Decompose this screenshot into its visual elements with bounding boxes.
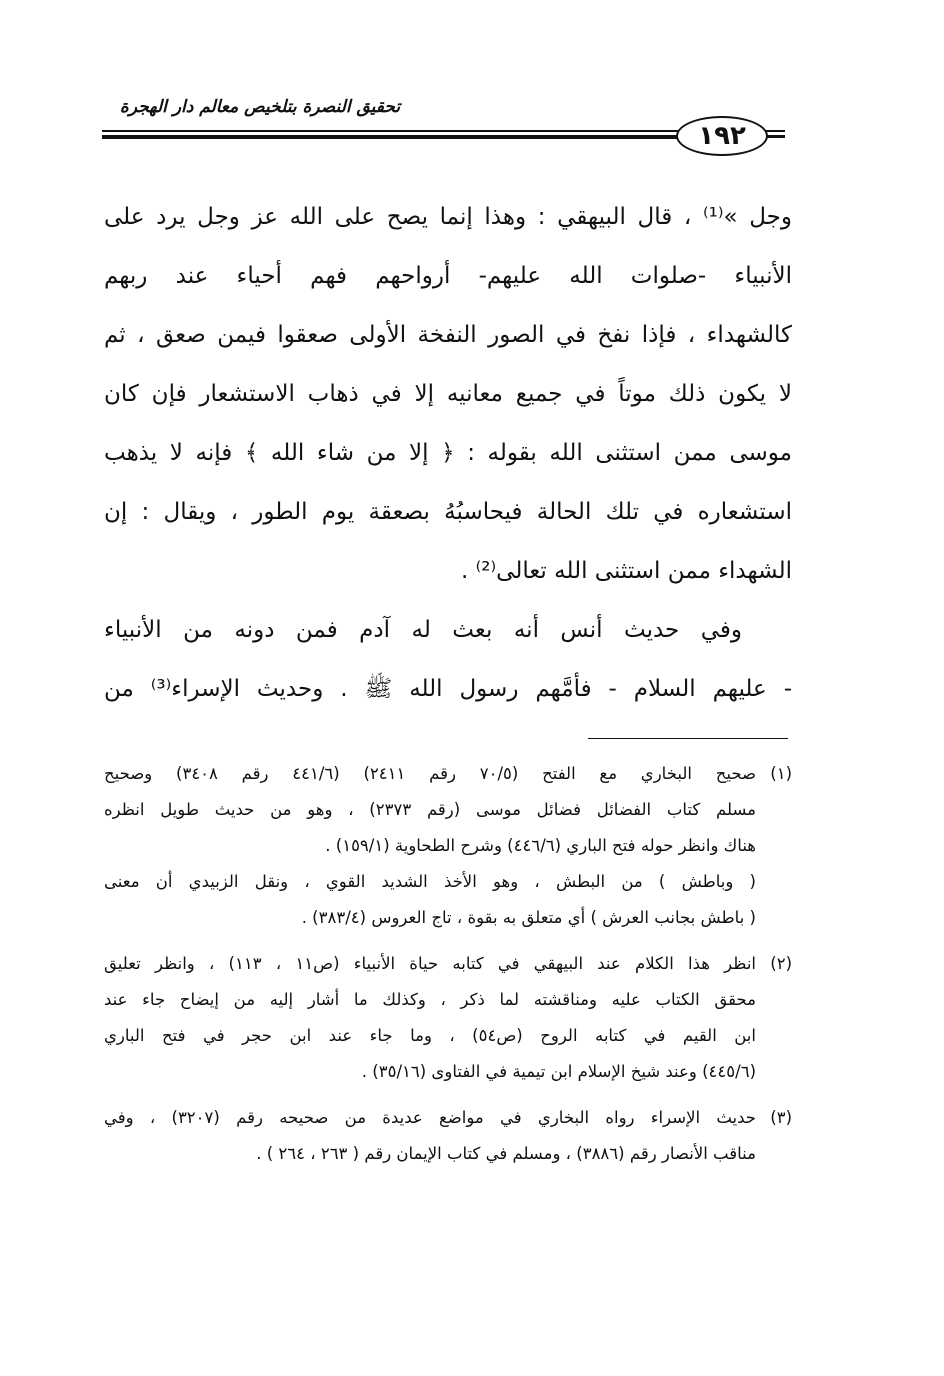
header-rule-right-top — [765, 130, 785, 132]
footnote-line: هناك وانظر حوله فتح الباري (٤٤٦/٦) وشرح الطحاوية (١٥٩/١) . — [325, 836, 756, 855]
header-rule-bottom — [102, 135, 684, 139]
running-title: تحقيق النصرة بتلخيص معالم دار الهجرة — [119, 97, 401, 117]
footnote-3 — [104, 1100, 792, 1172]
body-line: الشهداء ممن استثنى الله تعالى⁽²⁾ . — [460, 558, 792, 584]
page-number-text: ١٩٢ — [698, 121, 746, 151]
header-rule-right-bottom — [765, 135, 785, 138]
footnote-number: (١) — [770, 764, 792, 783]
footnote-line: مناقب الأنصار رقم (٣٨٨٦) ، ومسلم في كتاب الإيمان رقم ( ٢٦٣ ، ٢٦٤ ) . — [256, 1144, 756, 1163]
footnote-line: (٤٤٥/٦) وعند شيخ الإسلام ابن تيمية في الفتاوى (٣٥/١٦) . — [361, 1062, 756, 1081]
footnote-line: صحيح البخاري مع الفتح (٧٠/٥ رقم ٢٤١١) (٤٤١/٦ رقم ٣٤٠٨) وصحيح — [104, 764, 757, 783]
footnote-line: ( وباطش ) من البطش ، وهو الأخذ الشديد القوي ، ونقل الزبيدي أن معنى — [104, 872, 756, 891]
footnote-line: حديث الإسراء رواه البخاري في مواضع عديدة من صحيحه رقم (٣٢٠٧) ، وفي — [104, 1108, 756, 1127]
footnotes — [104, 756, 792, 1172]
footnote-line: مسلم كتاب الفضائل فضائل موسى (رقم ٢٣٧٣) ، وهو من حديث طويل انظره — [104, 800, 756, 819]
footnote-line: محقق الكتاب عليه ومناقشته لما ذكر ، وكذلك ما أشار إليه من إيضاح جاء عند — [104, 990, 756, 1009]
body-line: وجل »⁽¹⁾ ، قال البيهقي : وهذا إنما يصح على الله عز وجل يرد على — [104, 204, 792, 230]
page-number — [676, 116, 768, 156]
footnote-number: (٣) — [770, 1108, 792, 1127]
body-line: - عليهم السلام - فأمَّهم رسول الله ﷺ . وحديث الإسراء⁽³⁾ من — [104, 676, 793, 702]
footnote-1 — [104, 756, 792, 936]
footnote-line: ( باطش بجانب العرش ) أي متعلق به بقوة ، تاج العروس (٣٨٣/٤) . — [301, 908, 756, 927]
body-line: موسى ممن استثنى الله بقوله : ﴿ إلا من شاء الله ﴾ فإنه لا يذهب — [104, 440, 792, 466]
header-rule-top — [102, 130, 684, 132]
main-text — [104, 188, 792, 719]
footnote-2 — [104, 946, 792, 1090]
footnote-line: ابن القيم في كتابه الروح (ص٥٤) ، وما جاء عند ابن حجر في فتح الباري — [104, 1026, 756, 1045]
footnote-number: (٢) — [770, 954, 792, 973]
footnote-separator — [588, 738, 788, 739]
body-line: كالشهداء ، فإذا نفخ في الصور النفخة الأولى صعقوا فيمن صعق ، ثم — [104, 322, 792, 348]
body-line: الأنبياء -صلوات الله عليهم- أرواحهم فهم أحياء عند ربهم — [104, 263, 792, 289]
body-line-paragraph-start: وفي حديث أنس أنه بعث له آدم فمن دونه من الأنبياء — [104, 617, 742, 643]
footnote-line: انظر هذا الكلام عند البيهقي في كتابه حياة الأنبياء (ص١١ ، ١١٣) ، وانظر تعليق — [104, 954, 756, 973]
body-line: لا يكون ذلك موتاً في جميع معانيه إلا في ذهاب الاستشعار فإن كان — [104, 381, 792, 407]
body-line: استشعاره في تلك الحالة فيحاسبُهُ بصعقة يوم الطور ، ويقال : إن — [104, 499, 792, 525]
